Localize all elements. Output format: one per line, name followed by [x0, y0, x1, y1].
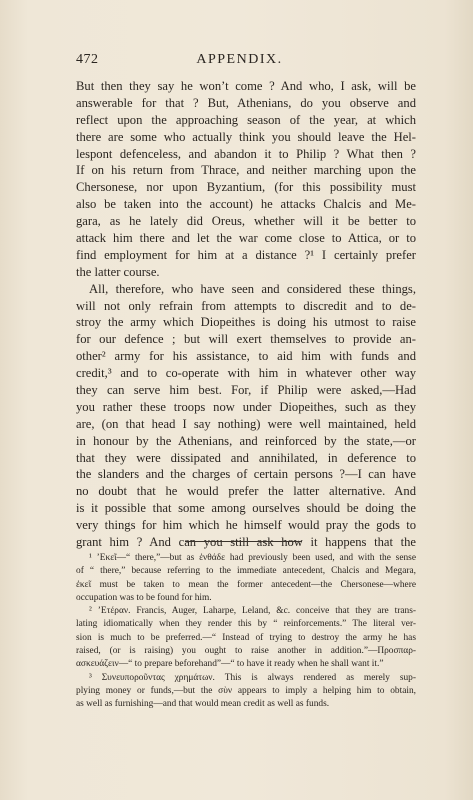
text-line: attack him there and let the war come close to Attica, or to [76, 231, 416, 246]
text-line: there are some who actually think you should leave the Hel- [76, 129, 416, 144]
page-header [76, 52, 403, 72]
text-line: are, (on that head I say nothing) were well maintained, held [76, 416, 416, 431]
body-text [76, 78, 416, 551]
footnote-line: ³ Συνευποροῦντας χρημάτων. This is always rendered as merely sup- [89, 672, 416, 683]
text-line: the slanders and the charges of certain persons ?—I can have [76, 467, 416, 482]
footnote-line: raised, (or is raising) you ought to raise another in addition.”—Προσπαρ- [76, 646, 416, 657]
text-line: is it possible that some among ourselves should be doing the [76, 501, 416, 516]
footnote-line: plying money or funds,—but the σὺν appears to imply a helping him to obtain, [76, 685, 416, 696]
text-line: also be taken into the account) he attacks Chalcis and Me- [76, 197, 416, 212]
text-line: the latter course. [76, 264, 160, 279]
running-head: APPENDIX. [196, 52, 283, 67]
text-line: that they were dissipated and annihilated, in deference to [76, 450, 416, 465]
footnote-divider [185, 541, 302, 542]
text-line: no doubt that he would prefer the latter alternative. And [76, 484, 416, 499]
text-line: other² army for his assistance, to aid him with funds and [76, 349, 416, 364]
footnote-line: ασκευάζειν—“ to prepare beforehand”—“ to have it ready when he shall want it.” [76, 659, 384, 670]
footnotes [76, 552, 416, 712]
footnote-line: occupation was to be found for him. [76, 592, 212, 603]
text-line: will not only refrain from attempts to discredit and to de- [76, 298, 416, 313]
text-line: very things for him which he himself would pray the gods to [76, 518, 416, 533]
text-line: If on his return from Thrace, and neither marching upon the [76, 163, 416, 178]
footnote-line: of “ there,” because referring to the immediate antecedent, Chalcis and Megara, [76, 566, 416, 577]
text-line: find employment for him at a distance ?¹ I certainly prefer [76, 247, 416, 262]
footnote-line: ἐκεῖ must be taken to mean the former antecedent—the Chersonese—where [76, 579, 416, 590]
page-number: 472 [76, 52, 99, 67]
text-line: But then they say he won’t come ? And who, I ask, will be [76, 79, 416, 93]
text-line: credit,³ and to co-operate with him in whatever other way [76, 366, 416, 381]
text-line: they can serve him best. For, if Philip were asked,—Had [76, 383, 416, 398]
text-line: grant him ? And can you still ask how it happens that the [76, 535, 416, 550]
text-line: answerable for that ? But, Athenians, do you observe and [76, 95, 416, 110]
footnote-line: lating idiomatically when they render this by “ reinforcements.” The literal ver- [76, 619, 416, 630]
text-line: Chersonese, nor upon Byzantium, (for this possibility must [76, 180, 416, 195]
text-line: reflect upon the approaching season of the year, at which [76, 112, 416, 127]
text-line: for our defence ; but will exert themselves to provide an- [76, 332, 416, 347]
text-line: All, therefore, who have seen and considered these things, [89, 281, 416, 296]
footnote-line: as well as furnishing—and that would mean credit as well as funds. [76, 699, 330, 710]
text-line: you rather these troops now under Diopeithes, such as they [76, 399, 416, 414]
footnote-line: ² ’Ετέραν. Francis, Auger, Laharpe, Leland, &c. conceive that they are trans- [89, 606, 416, 617]
text-line: in honour by the Athenians, and reinforced by the state,—or [76, 433, 416, 448]
footnote-line: ¹ ’Εκεῖ—“ there,”—but as ἐνθάδε had previously been used, and with the sense [89, 553, 416, 563]
text-line: gara, as he lately did Oreus, whether will it be better to [76, 214, 416, 229]
text-line: stroy the army which Diopeithes is doing his utmost to raise [76, 315, 416, 330]
text-line: lespont defenceless, and abandon it to Philip ? What then ? [76, 146, 416, 161]
footnote-line: sion is much to be preferred.—“ Instead of trying to destroy the army he has [76, 632, 416, 643]
